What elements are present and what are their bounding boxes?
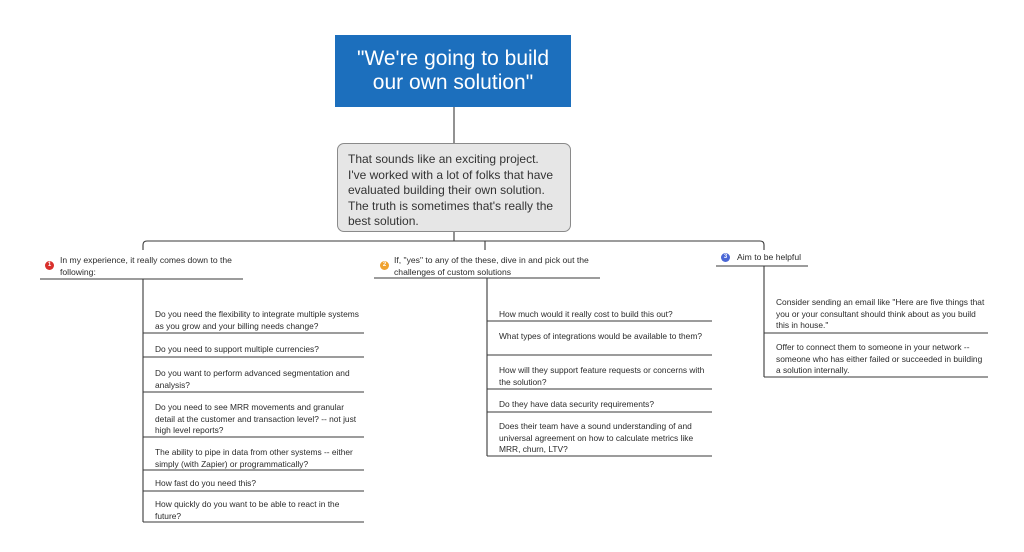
branch-1-item-3[interactable]: Do you want to perform advanced segmentation and analysis?	[155, 368, 350, 390]
priority-1-icon: 1	[45, 261, 54, 270]
branch-3-item-1[interactable]: Consider sending an email like "Here are five things that you or your consultant should think about as you build this in house."	[776, 297, 985, 331]
branch-2-label[interactable]: If, "yes" to any of the these, dive in and pick out the challenges of custom solutions	[394, 255, 589, 277]
branch-2-item-1[interactable]: How much would it really cost to build this out?	[499, 309, 673, 319]
root-topic[interactable]	[335, 35, 571, 107]
branch-1-item-4[interactable]: Do you need to see MRR movements and granular detail at the customer and transaction level? -- not just high level reports?	[155, 402, 357, 436]
branch-1-item-2[interactable]: Do you need to support multiple currencies?	[155, 344, 319, 354]
branch-1-label[interactable]: In my experience, it really comes down to the following:	[60, 255, 232, 277]
branch-2-item-3[interactable]: How will they support feature requests or concerns with the solution?	[499, 365, 705, 387]
branch-bus	[143, 241, 764, 250]
reply-topic-text: That sounds like an exciting project. I've worked with a lot of folks that have evaluated building their own solution. The truth is sometimes that's really the best solution.	[348, 152, 554, 228]
reply-topic[interactable]	[337, 143, 571, 232]
branch-2-item-5[interactable]: Does their team have a sound understanding of and universal agreement on how to calculate metrics like MRR, churn, LTV?	[499, 421, 694, 455]
branch-2-item-2[interactable]: What types of integrations would be available to them?	[499, 331, 702, 341]
branch-1-item-7[interactable]: How quickly do you want to be able to react in the future?	[155, 499, 340, 521]
branch-3-item-2[interactable]: Offer to connect them to someone in your network -- someone who has either failed or succeeded in building a solution internally.	[776, 342, 983, 376]
branch-3-label[interactable]: Aim to be helpful	[737, 252, 802, 262]
priority-3-icon: 3	[721, 253, 730, 262]
priority-2-icon: 2	[380, 261, 389, 270]
branch-1-item-5[interactable]: The ability to pipe in data from other systems -- either simply (with Zapier) or programmatically?	[155, 447, 353, 469]
branch-2-item-4[interactable]: Do they have data security requirements?	[499, 399, 655, 409]
branch-1-item-1[interactable]: Do you need the flexibility to integrate multiple systems as you grow and your billing needs change?	[155, 309, 359, 331]
branch-1-item-6[interactable]: How fast do you need this?	[155, 478, 257, 488]
root-topic-title: "We're going to build our own solution"	[356, 47, 550, 94]
